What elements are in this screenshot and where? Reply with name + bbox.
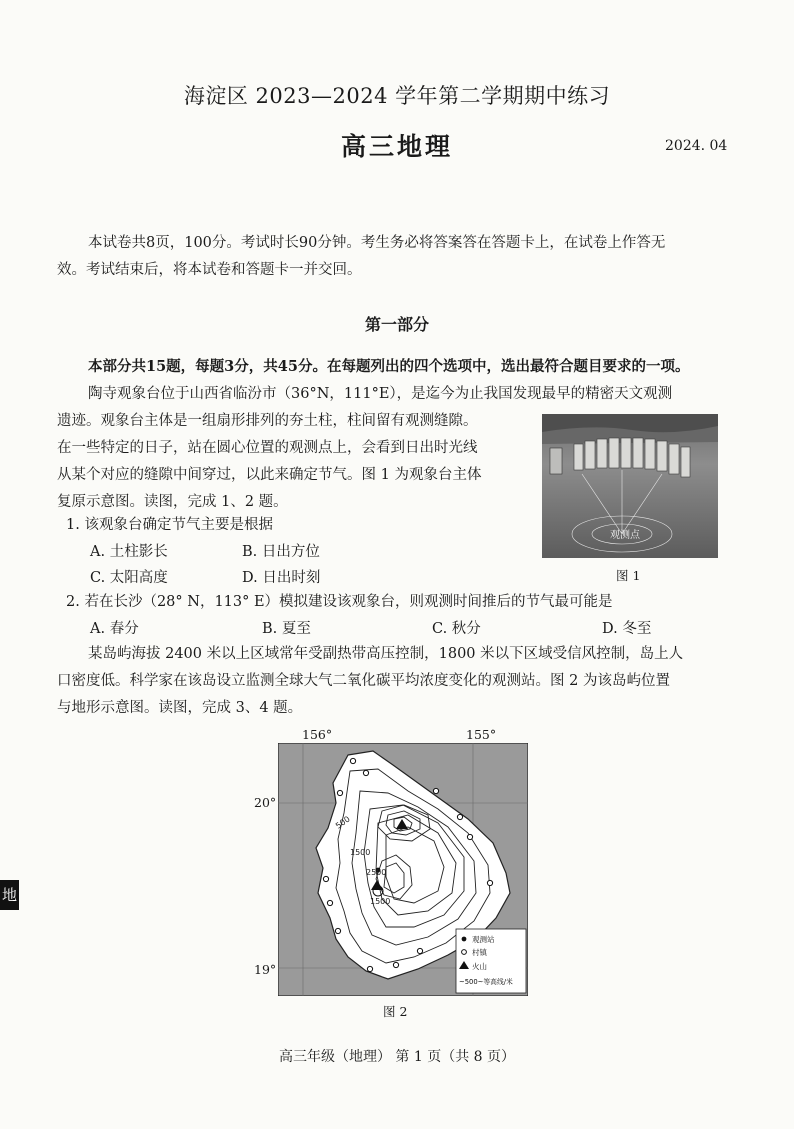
observation-point-label: 观测点 — [610, 530, 640, 541]
q2-stem: 2. 若在长沙（28° N，113° E）模拟建设该观象台，则观测时间推后的节气最可能是 — [66, 594, 613, 610]
q1-stem: 1. 该观象台确定节气主要是根据 — [66, 517, 273, 533]
legend-station: 观测站 — [472, 935, 495, 944]
lon-label-left: 156° — [302, 727, 333, 742]
q1-option-a: A. 土柱影长 — [90, 544, 168, 560]
exam-title: 海淀区 2023—2024 学年第二学期期中练习 — [183, 84, 611, 108]
q2-option-d: D. 冬至 — [602, 621, 652, 637]
contour-label-2500: 2500 — [366, 868, 387, 877]
q1-option-d: D. 日出时刻 — [242, 570, 321, 586]
passage1-line-3: 在一些特定的日子，站在圆心位置的观测点上，会看到日出时光线 — [57, 440, 478, 456]
passage1-line-4: 从某个对应的缝隙中间穿过，以此来确定节气。图 1 为观象台主体 — [57, 467, 482, 483]
figure1-caption: 图 1 — [616, 568, 641, 583]
figure2-caption: 图 2 — [383, 1004, 408, 1019]
observatory-photo — [542, 414, 718, 558]
q1-option-b: B. 日出方位 — [242, 544, 320, 560]
page-footer: 高三年级（地理） 第 1 页（共 8 页） — [278, 1049, 516, 1065]
lon-label-right: 155° — [466, 727, 497, 742]
passage2-line-2: 口密度低。科学家在该岛设立监测全球大气二氧化碳平均浓度变化的观测站。图 2 为该岛屿位置 — [57, 673, 670, 689]
q2-option-a: A. 春分 — [90, 621, 139, 637]
contour-label-1500-b: 1500 — [370, 897, 391, 906]
contour-label-500: 500 — [333, 814, 352, 831]
intro-line-1: 本试卷共8页，100分。考试时长90分钟。考生务必将答案答在答题卡上，在试卷上作答无 — [88, 235, 666, 251]
lat-label-top: 20° — [254, 795, 277, 810]
q2-option-b: B. 夏至 — [262, 621, 311, 637]
part-instructions: 本部分共15题，每题3分，共45分。在每题列出的四个选项中，选出最符合题目要求的一项。 — [88, 358, 690, 375]
contour-label-1500-a: 1500 — [350, 848, 371, 857]
legend-volcano: 火山 — [472, 962, 487, 971]
legend-town: 村镇 — [472, 948, 487, 957]
map-legend — [456, 929, 526, 993]
passage1-line-2: 遗迹。观象台主体是一组扇形排列的夯土柱，柱间留有观测缝隙。 — [57, 413, 478, 429]
q2-option-c: C. 秋分 — [432, 621, 481, 637]
exam-date: 2024. 04 — [665, 138, 728, 154]
lat-label-bottom: 19° — [254, 962, 277, 977]
intro-line-2: 效。考试结束后，将本试卷和答题卡一并交回。 — [57, 262, 362, 278]
legend-contour: ~500~等高线/米 — [459, 978, 513, 986]
passage1-line-5: 复原示意图。读图，完成 1、2 题。 — [57, 494, 288, 510]
passage2-line-3: 与地形示意图。读图，完成 3、4 题。 — [57, 700, 303, 716]
passage2-line-1: 某岛屿海拔 2400 米以上区域常年受副热带高压控制，1800 米以下区域受信风控制，岛上人 — [88, 646, 684, 662]
q1-option-c: C. 太阳高度 — [90, 570, 168, 586]
passage1-line-1: 陶寺观象台位于山西省临汾市（36°N，111°E），是迄今为止我国发现最早的精密天文观测 — [88, 386, 673, 402]
subject-side-tab: 地 — [0, 880, 19, 910]
subject-title: 高三地理 — [340, 132, 453, 161]
part-title: 第一部分 — [364, 315, 429, 334]
island-contour-map — [278, 743, 528, 996]
